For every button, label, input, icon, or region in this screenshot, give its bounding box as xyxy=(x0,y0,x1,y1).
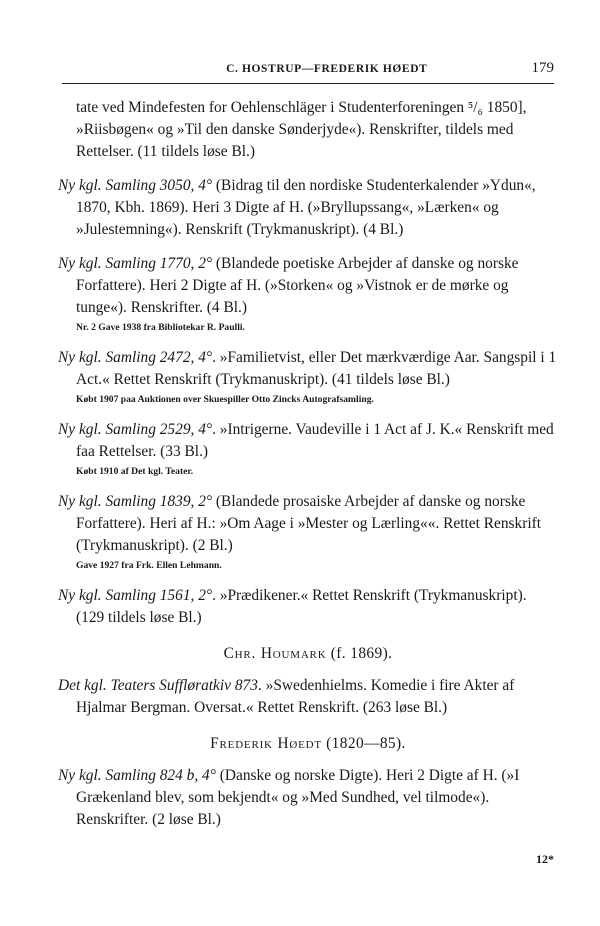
catalog-entry xyxy=(58,765,558,831)
catalog-entry xyxy=(58,585,558,629)
entry-description: . »Intrigerne. Vaudeville i 1 Act af J. K.« Renskrift med faa Rettelser. (33 Bl.) xyxy=(76,421,554,460)
shelfmark: Det kgl. Teaters Suffløratkiv 873 xyxy=(58,677,258,694)
entry-description: . »Familietvist, eller Det mærkværdige Aar. Sangspil i 1 Act.« Rettet Renskrift (Trykmanuskript). (41 tildels løse Bl.) xyxy=(76,349,557,388)
page-number: 179 xyxy=(531,60,554,76)
running-title: C. HOSTRUP—FREDERIK HØEDT xyxy=(226,63,428,75)
shelfmark: Ny kgl. Samling 2529, 4° xyxy=(58,421,213,438)
shelfmark: Ny kgl. Samling 1839, 2° xyxy=(58,493,213,510)
entry-description: (Bidrag til den nordiske Studenterkalender »Ydun«, 1870, Kbh. 1869). Heri 3 Digte af H. (»Bryllupssang«, »Lærken« og »Julestemning«). Renskrift (Trykmanuskript). (4 Bl.) xyxy=(76,177,536,238)
shelfmark: Ny kgl. Samling 2472, 4° xyxy=(58,349,213,366)
signature-mark: 12* xyxy=(536,852,554,866)
catalog-entry xyxy=(58,675,558,719)
entry-description: (Danske og norske Digte). Heri 2 Digte af H. (»I Grækenland blev, som bekjendt« og »Med Sundhed, vel tilmode«). Renskrifter. (2 løse Bl.) xyxy=(76,767,520,828)
houmark-entries xyxy=(58,675,558,719)
entry-description: . »Prædikener.« Rettet Renskrift (Trykmanuskript). (129 tildels løse Bl.) xyxy=(76,587,527,626)
author-dates: (f. 1869). xyxy=(326,645,393,662)
shelfmark: Ny kgl. Samling 1770, 2° xyxy=(58,255,213,272)
provenance-note: Købt 1907 paa Auktionen over Skuespiller Otto Zincks Autografsamling. xyxy=(76,394,374,405)
catalog-entry xyxy=(58,175,558,241)
provenance-note: Købt 1910 af Det kgl. Teater. xyxy=(76,466,194,477)
hoedt-entries xyxy=(58,765,558,831)
shelfmark: Ny kgl. Samling 3050, 4° xyxy=(58,177,213,194)
author-heading-houmark xyxy=(58,645,558,663)
catalog-entry xyxy=(58,419,558,463)
entry-description: (Blandede prosaiske Arbejder af danske og norske Forfattere). Heri af H.: »Om Aage i »Mester og Lærling««. Rettet Renskrift (Trykmanuskript). (2 Bl.) xyxy=(76,493,542,554)
catalog-entry xyxy=(58,253,558,319)
entry-description: (Blandede poetiske Arbejder af danske og norske Forfattere). Heri 2 Digte af H. (»Storken« og »Vistnok er de mørke og tunge«). Renskrifter. (4 Bl.) xyxy=(76,255,519,316)
provenance-note: Gave 1927 fra Frk. Ellen Lehmann. xyxy=(76,560,222,571)
author-dates: (1820—85). xyxy=(321,735,406,752)
page-content xyxy=(58,97,558,843)
continuation-paragraph: tate ved Mindefesten for Oehlenschläger i Studenterforeningen ⁵/₆ 1850], »Riisbøgen« og »Til den danske Sønderjyde«). Renskrifter, tildels med Rettelser. (11 tildels løse Bl.) xyxy=(76,99,527,160)
catalog-entry xyxy=(58,491,558,557)
shelfmark: Ny kgl. Samling 1561, 2° xyxy=(58,587,213,604)
running-head xyxy=(62,60,554,84)
author-name: Chr. Houmark xyxy=(223,645,327,662)
hostrup-entries xyxy=(58,175,558,629)
author-heading-hoedt xyxy=(58,735,558,753)
catalog-entry xyxy=(58,347,558,391)
author-name: Frederik Høedt xyxy=(210,735,322,752)
entry-description: . »Swedenhielms. Komedie i fire Akter af Hjalmar Bergman. Oversat.« Rettet Renskrift. (263 løse Bl.) xyxy=(76,677,515,716)
shelfmark: Ny kgl. Samling 824 b, 4° xyxy=(58,767,216,784)
provenance-note: Nr. 2 Gave 1938 fra Bibliotekar R. Paulli. xyxy=(76,322,245,333)
